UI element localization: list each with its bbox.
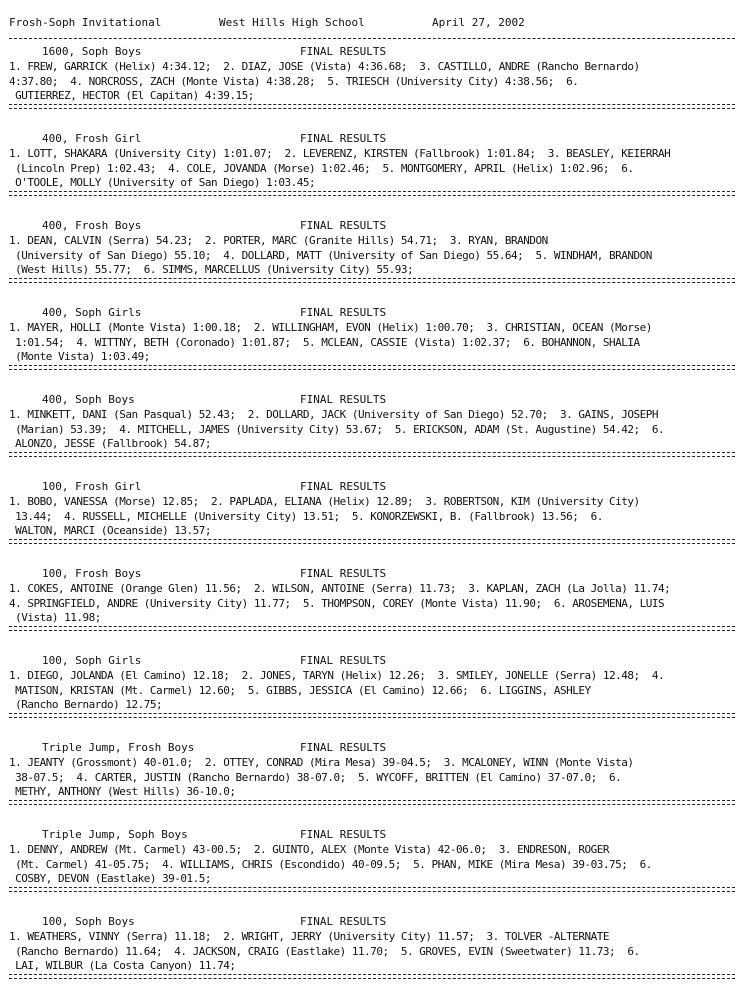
event-divider [9,365,735,370]
header-divider [9,38,735,39]
event-title: 400, Frosh Girl [42,132,142,145]
event-divider [9,539,735,544]
result-line: 1. DEAN, CALVIN (Serra) 54.23; 2. PORTER, MARC (Granite Hills) 54.71; 3. RYAN, BRANDON [9,234,548,247]
result-line: (Rancho Bernardo) 11.64; 4. JACKSON, CRAIG (Eastlake) 11.70; 5. GROVES, EVIN (Sweetwater) 11.73; 6. [9,944,640,958]
result-line: 1. FREW, GARRICK (Helix) 4:34.12; 2. DIAZ, JOSE (Vista) 4:36.68; 3. CASTILLO, ANDRE (Rancho Bernardo) [9,60,640,73]
result-line: LAI, WILBUR (La Costa Canyon) 11.74; [9,959,236,972]
final-results-label: FINAL RESULTS [300,915,387,928]
event-title: 400, Soph Girls [42,306,142,319]
result-line: COSBY, DEVON (Eastlake) 39-01.5; [9,872,212,885]
result-line: 4:37.80; 4. NORCROSS, ZACH (Monte Vista) 4:38.28; 5. TRIESCH (University City) 4:38.56; 6. [9,74,579,88]
final-results-label: FINAL RESULTS [300,219,387,232]
result-line: ALONZO, JESSE (Fallbrook) 54.87; [9,437,212,450]
result-line: 4. SPRINGFIELD, ANDRE (University City) 11.77; 5. THOMPSON, COREY (Monte Vista) 11.90; 6. AROSEMENA, LUIS [9,596,665,610]
result-line: (Mt. Carmel) 41-05.75; 4. WILLIAMS, CHRIS (Escondido) 40-09.5; 5. PHAN, MIKE (Mira Mesa) 39-03.75; 6. [9,857,652,871]
event-divider [9,800,735,805]
result-line: 1. COKES, ANTOINE (Orange Glen) 11.56; 2. WILSON, ANTOINE (Serra) 11.73; 3. KAPLAN, ZACH (La Jolla) 11.74; [9,582,671,595]
result-line: MATISON, KRISTAN (Mt. Carmel) 12.60; 5. GIBBS, JESSICA (El Camino) 12.66; 6. LIGGINS, ASHLEY [9,683,591,697]
final-results-label: FINAL RESULTS [300,567,387,580]
event-divider [9,278,735,283]
event-title: 400, Frosh Boys [42,219,142,232]
event-title: 100, Soph Boys [42,915,135,928]
result-line: 1:01.54; 4. WITTNY, BETH (Coronado) 1:01.87; 5. MCLEAN, CASSIE (Vista) 1:02.37; 6. BOHANNON, SHALIA [9,335,640,349]
result-line: 1. BOBO, VANESSA (Morse) 12.85; 2. PAPLADA, ELIANA (Helix) 12.89; 3. ROBERTSON, KIM (University City) [9,495,640,508]
event-divider [9,452,735,457]
result-line: 13.44; 4. RUSSELL, MICHELLE (University City) 13.51; 5. KONORZEWSKI, B. (Fallbrook) 13.56; 6. [9,509,603,523]
result-line: METHY, ANTHONY (West Hills) 36-10.0; [9,785,236,798]
final-results-label: FINAL RESULTS [300,45,387,58]
result-line: 1. JEANTY (Grossmont) 40-01.0; 2. OTTEY, CONRAD (Mira Mesa) 39-04.5; 3. MCALONEY, WINN (Monte Vista) [9,756,634,769]
result-line: (Rancho Bernardo) 12.75; [9,698,163,711]
result-line: 1. MAYER, HOLLI (Monte Vista) 1:00.18; 2. WILLINGHAM, EVON (Helix) 1:00.70; 3. CHRISTIAN, OCEAN (Morse) [9,321,652,334]
result-line: (Vista) 11.98; [9,611,101,624]
final-results-label: FINAL RESULTS [300,393,387,406]
final-results-label: FINAL RESULTS [300,654,387,667]
result-line: 1. LOTT, SHAKARA (University City) 1:01.07; 2. LEVERENZ, KIRSTEN (Fallbrook) 1:01.84; 3. BEASLEY, KEIERRAH [9,147,671,160]
result-line: 1. DIEGO, JOLANDA (El Camino) 12.18; 2. JONES, TARYN (Helix) 12.26; 3. SMILEY, JONELLE (Serra) 12.48; 4. [9,669,665,682]
event-divider [9,713,735,718]
event-title: 100, Frosh Girl [42,480,142,493]
result-line: (University of San Diego) 55.10; 4. DOLLARD, MATT (University of San Diego) 55.64; 5. WINDHAM, BRANDON [9,248,652,262]
result-line: (Marian) 53.39; 4. MITCHELL, JAMES (University City) 53.67; 5. ERICKSON, ADAM (St. Augustine) 54.42; 6. [9,422,665,436]
meet-name: Frosh-Soph Invitational [9,16,162,29]
result-line: (West Hills) 55.77; 6. SIMMS, MARCELLUS (University City) 55.93; [9,263,414,276]
result-line: WALTON, MARCI (Oceanside) 13.57; [9,524,212,537]
result-line: 1. DENNY, ANDREW (Mt. Carmel) 43-00.5; 2. GUINTO, ALEX (Monte Vista) 42-06.0; 3. ENDRESON, ROGER [9,843,610,856]
final-results-label: FINAL RESULTS [300,132,387,145]
result-line: 38-07.5; 4. CARTER, JUSTIN (Rancho Bernardo) 38-07.0; 5. WYCOFF, BRITTEN (El Camino) 37-07.0; 6. [9,770,622,784]
result-line: O'TOOLE, MOLLY (University of San Diego) 1:03.45; [9,176,316,189]
event-divider [9,626,735,631]
result-line: GUTIERREZ, HECTOR (El Capitan) 4:39.15; [9,89,254,102]
result-line: 1. WEATHERS, VINNY (Serra) 11.18; 2. WRIGHT, JERRY (University City) 11.57; 3. TOLVER -ALTERNATE [9,930,610,943]
final-results-label: FINAL RESULTS [300,828,387,841]
event-divider [9,974,735,979]
final-results-label: FINAL RESULTS [300,306,387,319]
result-line: (Monte Vista) 1:03.49; [9,350,150,363]
final-results-label: FINAL RESULTS [300,480,387,493]
event-divider [9,191,735,196]
result-line: (Lincoln Prep) 1:02.43; 4. COLE, JOVANDA (Morse) 1:02.46; 5. MONTGOMERY, APRIL (Helix) 1:02.96; 6. [9,161,634,175]
event-title: 1600, Soph Boys [42,45,142,58]
meet-date: April 27, 2002 [432,16,525,29]
meet-location: West Hills High School [219,16,365,29]
event-divider [9,104,735,109]
event-title: Triple Jump, Frosh Boys [42,741,195,754]
result-line: 1. MINKETT, DANI (San Pasqual) 52.43; 2. DOLLARD, JACK (University of San Diego) 52.70; 3. GAINS, JOSEPH [9,408,658,421]
event-title: 400, Soph Boys [42,393,135,406]
event-title: 100, Soph Girls [42,654,142,667]
event-divider [9,887,735,892]
event-title: 100, Frosh Boys [42,567,142,580]
final-results-label: FINAL RESULTS [300,741,387,754]
event-title: Triple Jump, Soph Boys [42,828,188,841]
